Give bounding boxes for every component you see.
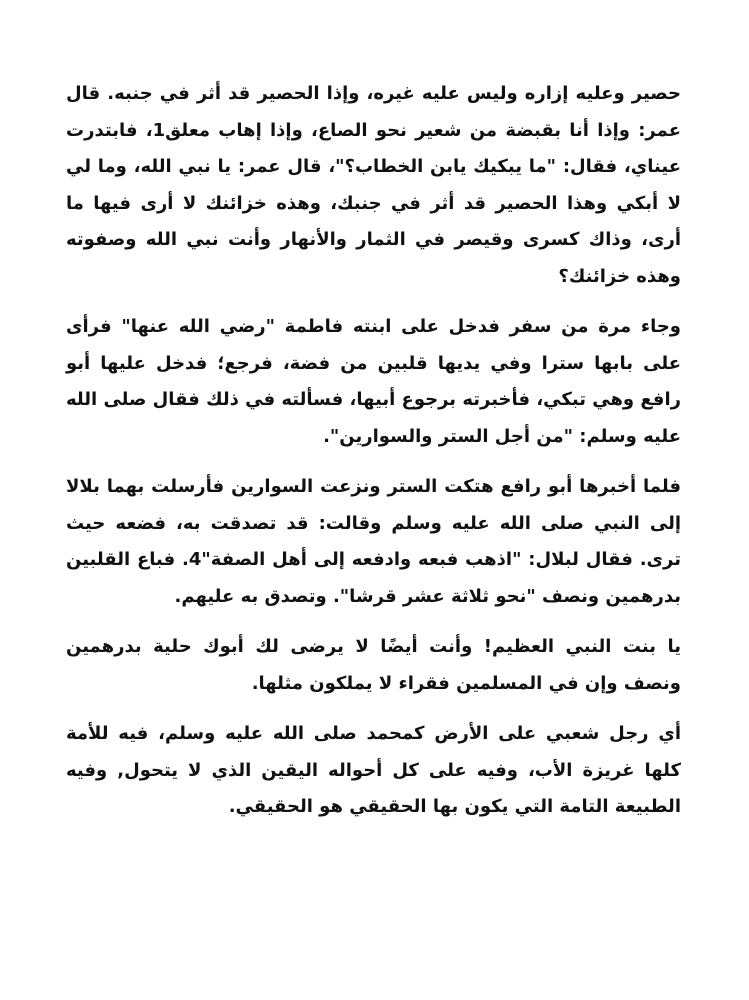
paragraph-1: حصير وعليه إزاره وليس عليه غيره، وإذا الحصير قد أثر في جنبه. قال عمر: وإذا أنا بقبضة من شعير نحو الصاع، وإذا إهاب معلق1، فابتدرت عيناي، فقال: "ما يبكيك يابن الخطاب؟"، قال عمر: يا نبي الله، وما لي لا أبكي وهذا الحصير قد أثر في جنبك، وهذه خزائنك لا أرى فيها ما أرى، وذاك كسرى وقيصر في الثمار والأنهار وأنت نبي الله وصفوته وهذه خزائنك؟ xyxy=(66,83,681,287)
paragraph-4: يا بنت النبي العظيم! وأنت أيضًا لا يرضى لك أبوك حلية بدرهمين ونصف وإن في المسلمين فقراء لا يملكون مثلها. xyxy=(66,636,681,694)
paragraph-5: أي رجل شعبي على الأرض كمحمد صلى الله عليه وسلم، فيه للأمة كلها غريزة الأب، وفيه على كل أحواله اليقين الذي لا يتحول, وفيه الطبيعة التامة التي يكون بها الحقيقي هو الحقيقي. xyxy=(66,723,681,817)
document-page xyxy=(66,76,681,840)
paragraph-3: فلما أخبرها أبو رافع هتكت الستر ونزعت السوارين فأرسلت بهما بلالا إلى النبي صلى الله عليه وسلم وقالت: قد تصدقت به، فضعه حيث ترى. فقال لبلال: "اذهب فبعه وادفعه إلى أهل الصفة"4. فباع القلبين بدرهمين ونصف "نحو ثلاثة عشر قرشا". وتصدق به عليهم. xyxy=(66,476,682,607)
paragraph-2: وجاء مرة من سفر فدخل على ابنته فاطمة "رضي الله عنها" فرأى على بابها سترا وفي يديها قلبين من فضة، فرجع؛ فدخل عليها أبو رافع وهي تبكي، فأخبرته برجوع أبيها، فسألته في ذلك فقال صلى الله عليه وسلم: "من أجل الستر والسوارين". xyxy=(66,316,681,447)
